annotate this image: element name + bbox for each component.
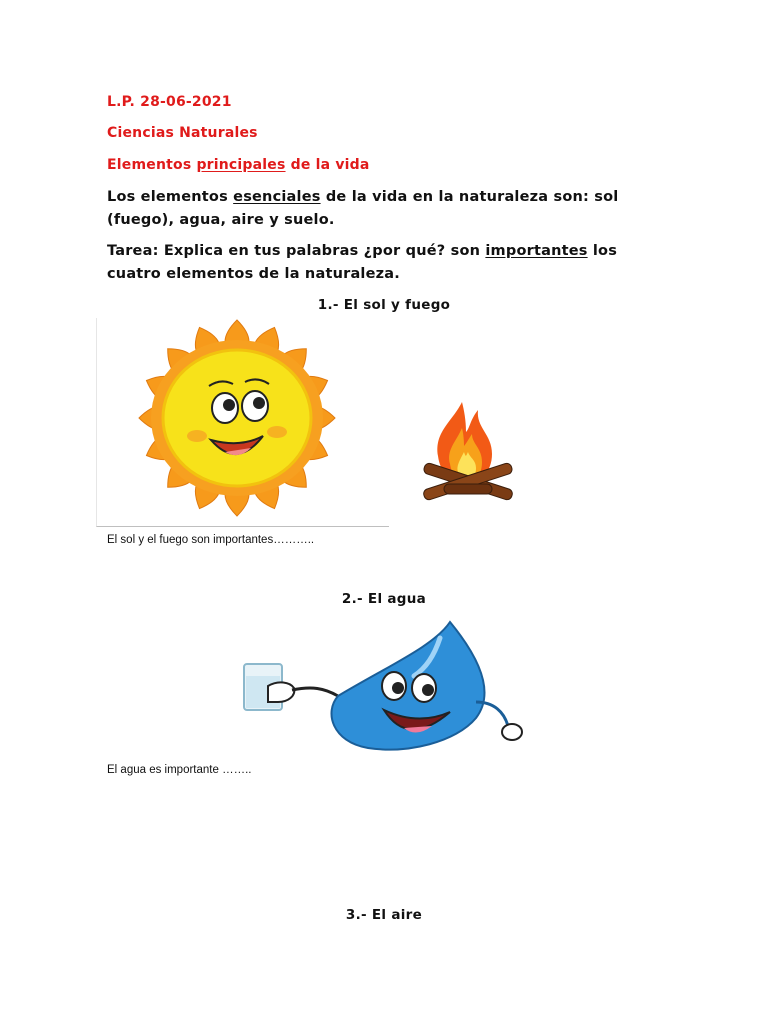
water-drop-icon <box>238 616 530 754</box>
task-pre: Tarea: Explica en tus palabras ¿por qué? son <box>107 243 486 259</box>
sun-picture-frame <box>96 318 389 527</box>
sun-icon <box>97 318 389 526</box>
task-underlined: importantes <box>485 243 588 259</box>
section-heading-air: 3.- El aire <box>345 907 423 923</box>
intro-underlined: esenciales <box>233 189 321 205</box>
section-heading-sun-fire: 1.- El sol y fuego <box>317 297 451 313</box>
task-post: los cuatro elementos de la naturaleza. <box>107 243 618 282</box>
campfire-icon <box>400 388 532 516</box>
intro-post: de la vida en la naturaleza son: sol (fuego), agua, aire y suelo. <box>107 189 619 228</box>
subject-title: Ciencias Naturales <box>107 125 258 141</box>
section-heading-water: 2.- El agua <box>341 591 427 607</box>
topic-title <box>107 157 370 173</box>
intro-paragraph <box>107 186 667 232</box>
date-line: L.P. 28-06-2021 <box>107 94 232 110</box>
topic-text-underlined: principales <box>196 157 286 173</box>
water-drop-picture <box>238 616 530 754</box>
intro-pre: Los elementos <box>107 189 234 205</box>
task-paragraph <box>107 240 667 286</box>
caption-water: El agua es importante …….. <box>107 764 252 776</box>
topic-text-pre: Elementos <box>107 157 197 173</box>
topic-text-post: de la vida <box>285 157 370 173</box>
campfire-picture <box>400 388 532 516</box>
caption-sun-fire: El sol y el fuego son importantes……….. <box>107 534 315 546</box>
